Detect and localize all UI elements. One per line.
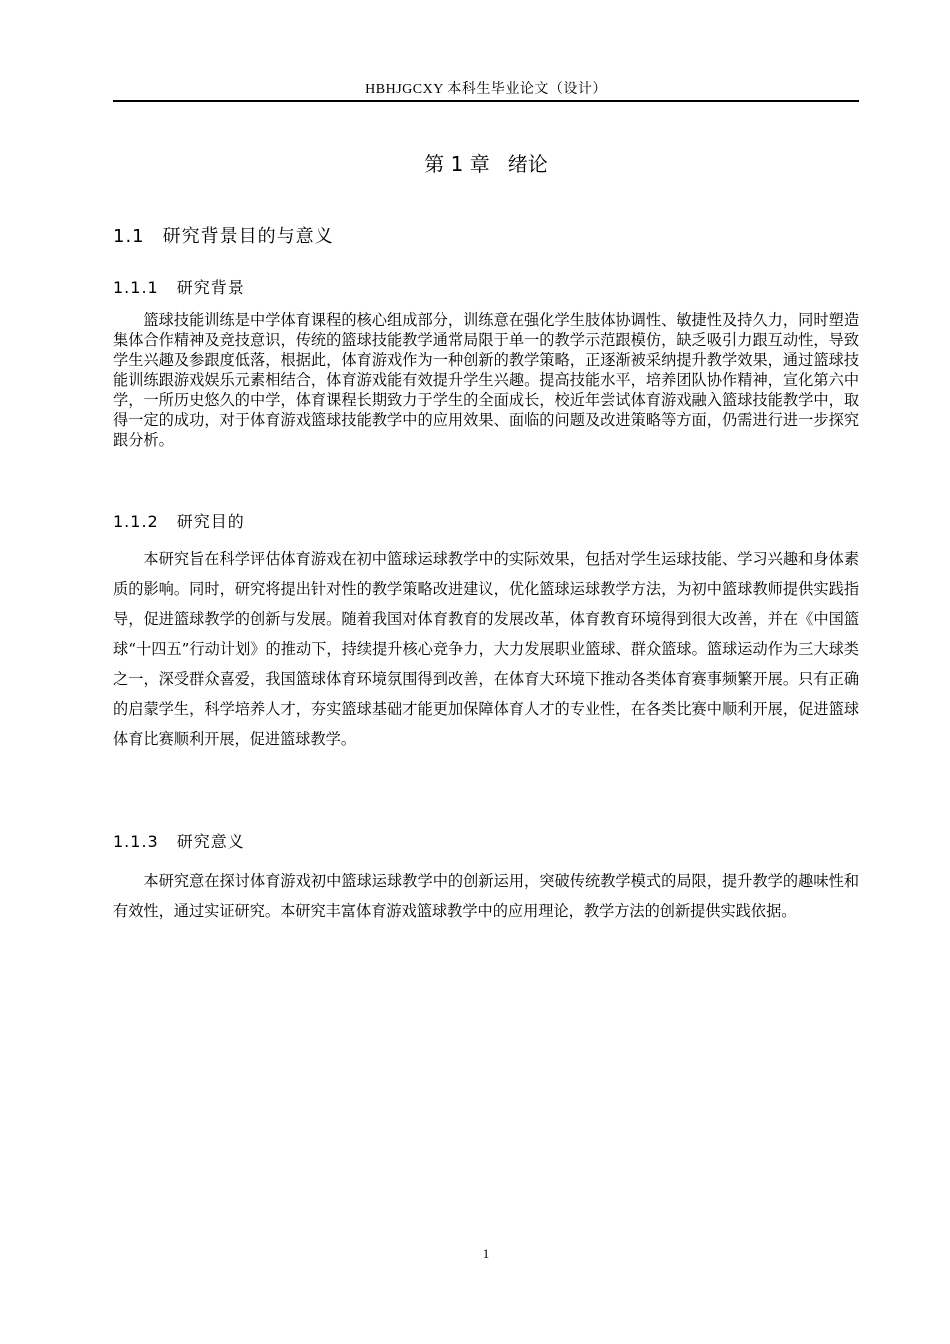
subsection-number: 1.1.3 bbox=[113, 832, 159, 851]
subsection-title: 研究背景 bbox=[176, 278, 245, 297]
section-heading bbox=[113, 222, 334, 248]
subsection-heading-significance bbox=[113, 829, 245, 852]
subsection-number: 1.1.1 bbox=[113, 278, 159, 297]
subsection-title: 研究意义 bbox=[176, 832, 245, 851]
section-number: 1.1 bbox=[113, 226, 145, 247]
subsection-heading-purpose bbox=[113, 509, 245, 532]
chapter-number: 第 1 章 bbox=[424, 152, 490, 176]
running-header: HBHJGCXY 本科生毕业论文（设计） bbox=[365, 82, 607, 97]
page-number: 1 bbox=[482, 1246, 490, 1261]
paragraph-significance: 本研究意在探讨体育游戏初中篮球运球教学中的创新运用，突破传统教学模式的局限，提升教学的趣味性和有效性，通过实证研究。本研究丰富体育游戏篮球教学中的应用理论，教学方法的创新提供实践依据。 bbox=[113, 872, 859, 920]
chapter-title bbox=[113, 148, 859, 177]
paragraph-purpose: 本研究旨在科学评估体育游戏在初中篮球运球教学中的实际效果，包括对学生运球技能、学习兴趣和身体素质的影响。同时，研究将提出针对性的教学策略改进建议，优化篮球运球教学方法，为初中篮球教师提供实践指导，促进篮球教学的创新与发展。随着我国对体育教育的发展改革，体育教育环境得到很大改善，并在《中国篮球“十四五”行动计划》的推动下，持续提升核心竞争力，大力发展职业篮球、群众篮球。篮球运动作为三大球类之一，深受群众喜爱，我国篮球体育环境氛围得到改善，在体育大环境下推动各类体育赛事频繁开展。只有正确的启蒙学生，科学培养人才，夯实篮球基础才能更加保障体育人才的专业性，在各类比赛中顺利开展，促进篮球体育比赛顺利开展，促进篮球教学。 bbox=[113, 550, 859, 748]
section-title: 研究背景目的与意义 bbox=[162, 226, 334, 247]
subsection-title: 研究目的 bbox=[176, 512, 245, 531]
subsection-heading-background bbox=[113, 275, 245, 298]
subsection-number: 1.1.2 bbox=[113, 512, 159, 531]
chapter-name: 绪论 bbox=[507, 152, 548, 176]
paragraph-background: 篮球技能训练是中学体育课程的核心组成部分，训练意在强化学生肢体协调性、敏捷性及持久力，同时塑造集体合作精神及竞技意识，传统的篮球技能教学通常局限于单一的教学示范跟模仿，缺乏吸引力跟互动性，导致学生兴趣及参跟度低落，根据此，体育游戏作为一种创新的教学策略，正逐渐被采纳提升教学效果，通过篮球技能训练跟游戏娱乐元素相结合，体育游戏能有效提升学生兴趣。提高技能水平，培养团队协作精神，宣化第六中学，一所历史悠久的中学，体育课程长期致力于学生的全面成长，校近年尝试体育游戏融入篮球技能教学中，取得一定的成功，对于体育游戏篮球技能教学中的应用效果、面临的问题及改进策略等方面，仍需进行进一步探究跟分析。 bbox=[113, 311, 859, 449]
header-rule bbox=[113, 100, 859, 102]
